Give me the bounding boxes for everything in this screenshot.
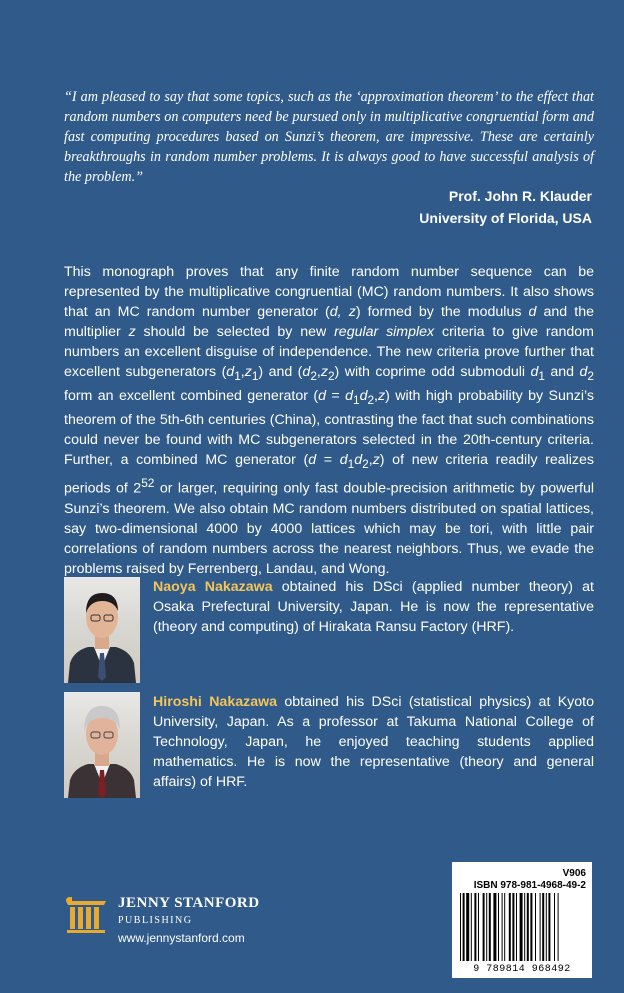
author-bio-text-1: Naoya Nakazawa obtained his DSci (applied number theory) at Osaka Prefectural University, Japan. He is now the representative (theory and computing) of Hirakata Ransu Factory (HRF). xyxy=(153,579,594,635)
column-logo-icon xyxy=(64,895,108,935)
publisher-subtitle: PUBLISHING xyxy=(118,915,193,926)
endorsement-quote: “I am pleased to say that some topics, such as the ‘approximation theorem’ to the effect that random numbers on computers need be pursued only in multiplicative congruential form and fast computing procedures based on Sunzi’s theorem, are impressive. These are certainly breakthroughs in random number problems. It is always good to have successful analysis of the problem.” xyxy=(64,89,594,185)
author-name-2: Hiroshi Nakazawa xyxy=(153,694,278,710)
book-description: This monograph proves that any finite random number sequence can be represented by the multiplicative congruential (MC) random numbers. It also shows that an MC random number generator (d, z) formed by the modulus d and the multiplier z should be selected by new regular simplex criteria to give random numbers an excellent disguise of independence. The new criteria prove further that excellent subgenerators $(d_1,z_1)$ and $(d_2,z_2)$ with coprime odd submoduli $d_1$ and $d_2$ form an excellent combined generator $(d = d_1d_2,z)$ with high probability by Sunzi’s theorem of the 5th-6th centuries (China), contrasting the fact that such combinations could never be found with MC subgenerators selected in the 20th-century criteria. Further, a combined MC generator $(d = d_1d_2,z)$ of new criteria readily realizes periods of $2^{52}$ or larger, requiring only fast double-precision arithmetic by powerful Sunzi’s theorem. We also obtain MC random numbers distributed on spatial lattices, say two-dimensional 4000 by 4000 lattices which may be tori, with little pair correlations of random numbers across the nearest neighbors. Thus, we evade the problems raised by Ferrenberg, Landau, and Wong. xyxy=(64,264,595,578)
author-name-1: Naoya Nakazawa xyxy=(153,579,273,595)
publisher-url: www.jennystanford.com xyxy=(118,931,245,945)
isbn-number: ISBN 978-981-4968-49-2 xyxy=(473,880,586,891)
endorser-affiliation: University of Florida, USA xyxy=(419,210,592,226)
endorser-name: Prof. John R. Klauder xyxy=(448,188,592,204)
publisher-name: JENNY STANFORD xyxy=(118,895,260,911)
author-photo-2 xyxy=(64,692,140,798)
author-photo-1 xyxy=(64,577,140,683)
isbn-barcode xyxy=(452,862,592,978)
barcode-code: V906 xyxy=(562,868,586,879)
author-bio-text-2: Hiroshi Nakazawa obtained his DSci (statistical physics) at Kyoto University, Japan. As a professor at Takuma National College of Technology, Japan, he enjoyed teaching students applied mathematics. He is now the representative (theory and general affairs) of HRF. xyxy=(153,694,594,790)
endorsement-attribution xyxy=(419,185,592,229)
barcode-digits: 9 789814 968492 xyxy=(473,964,571,975)
barcode-bars xyxy=(458,893,586,961)
